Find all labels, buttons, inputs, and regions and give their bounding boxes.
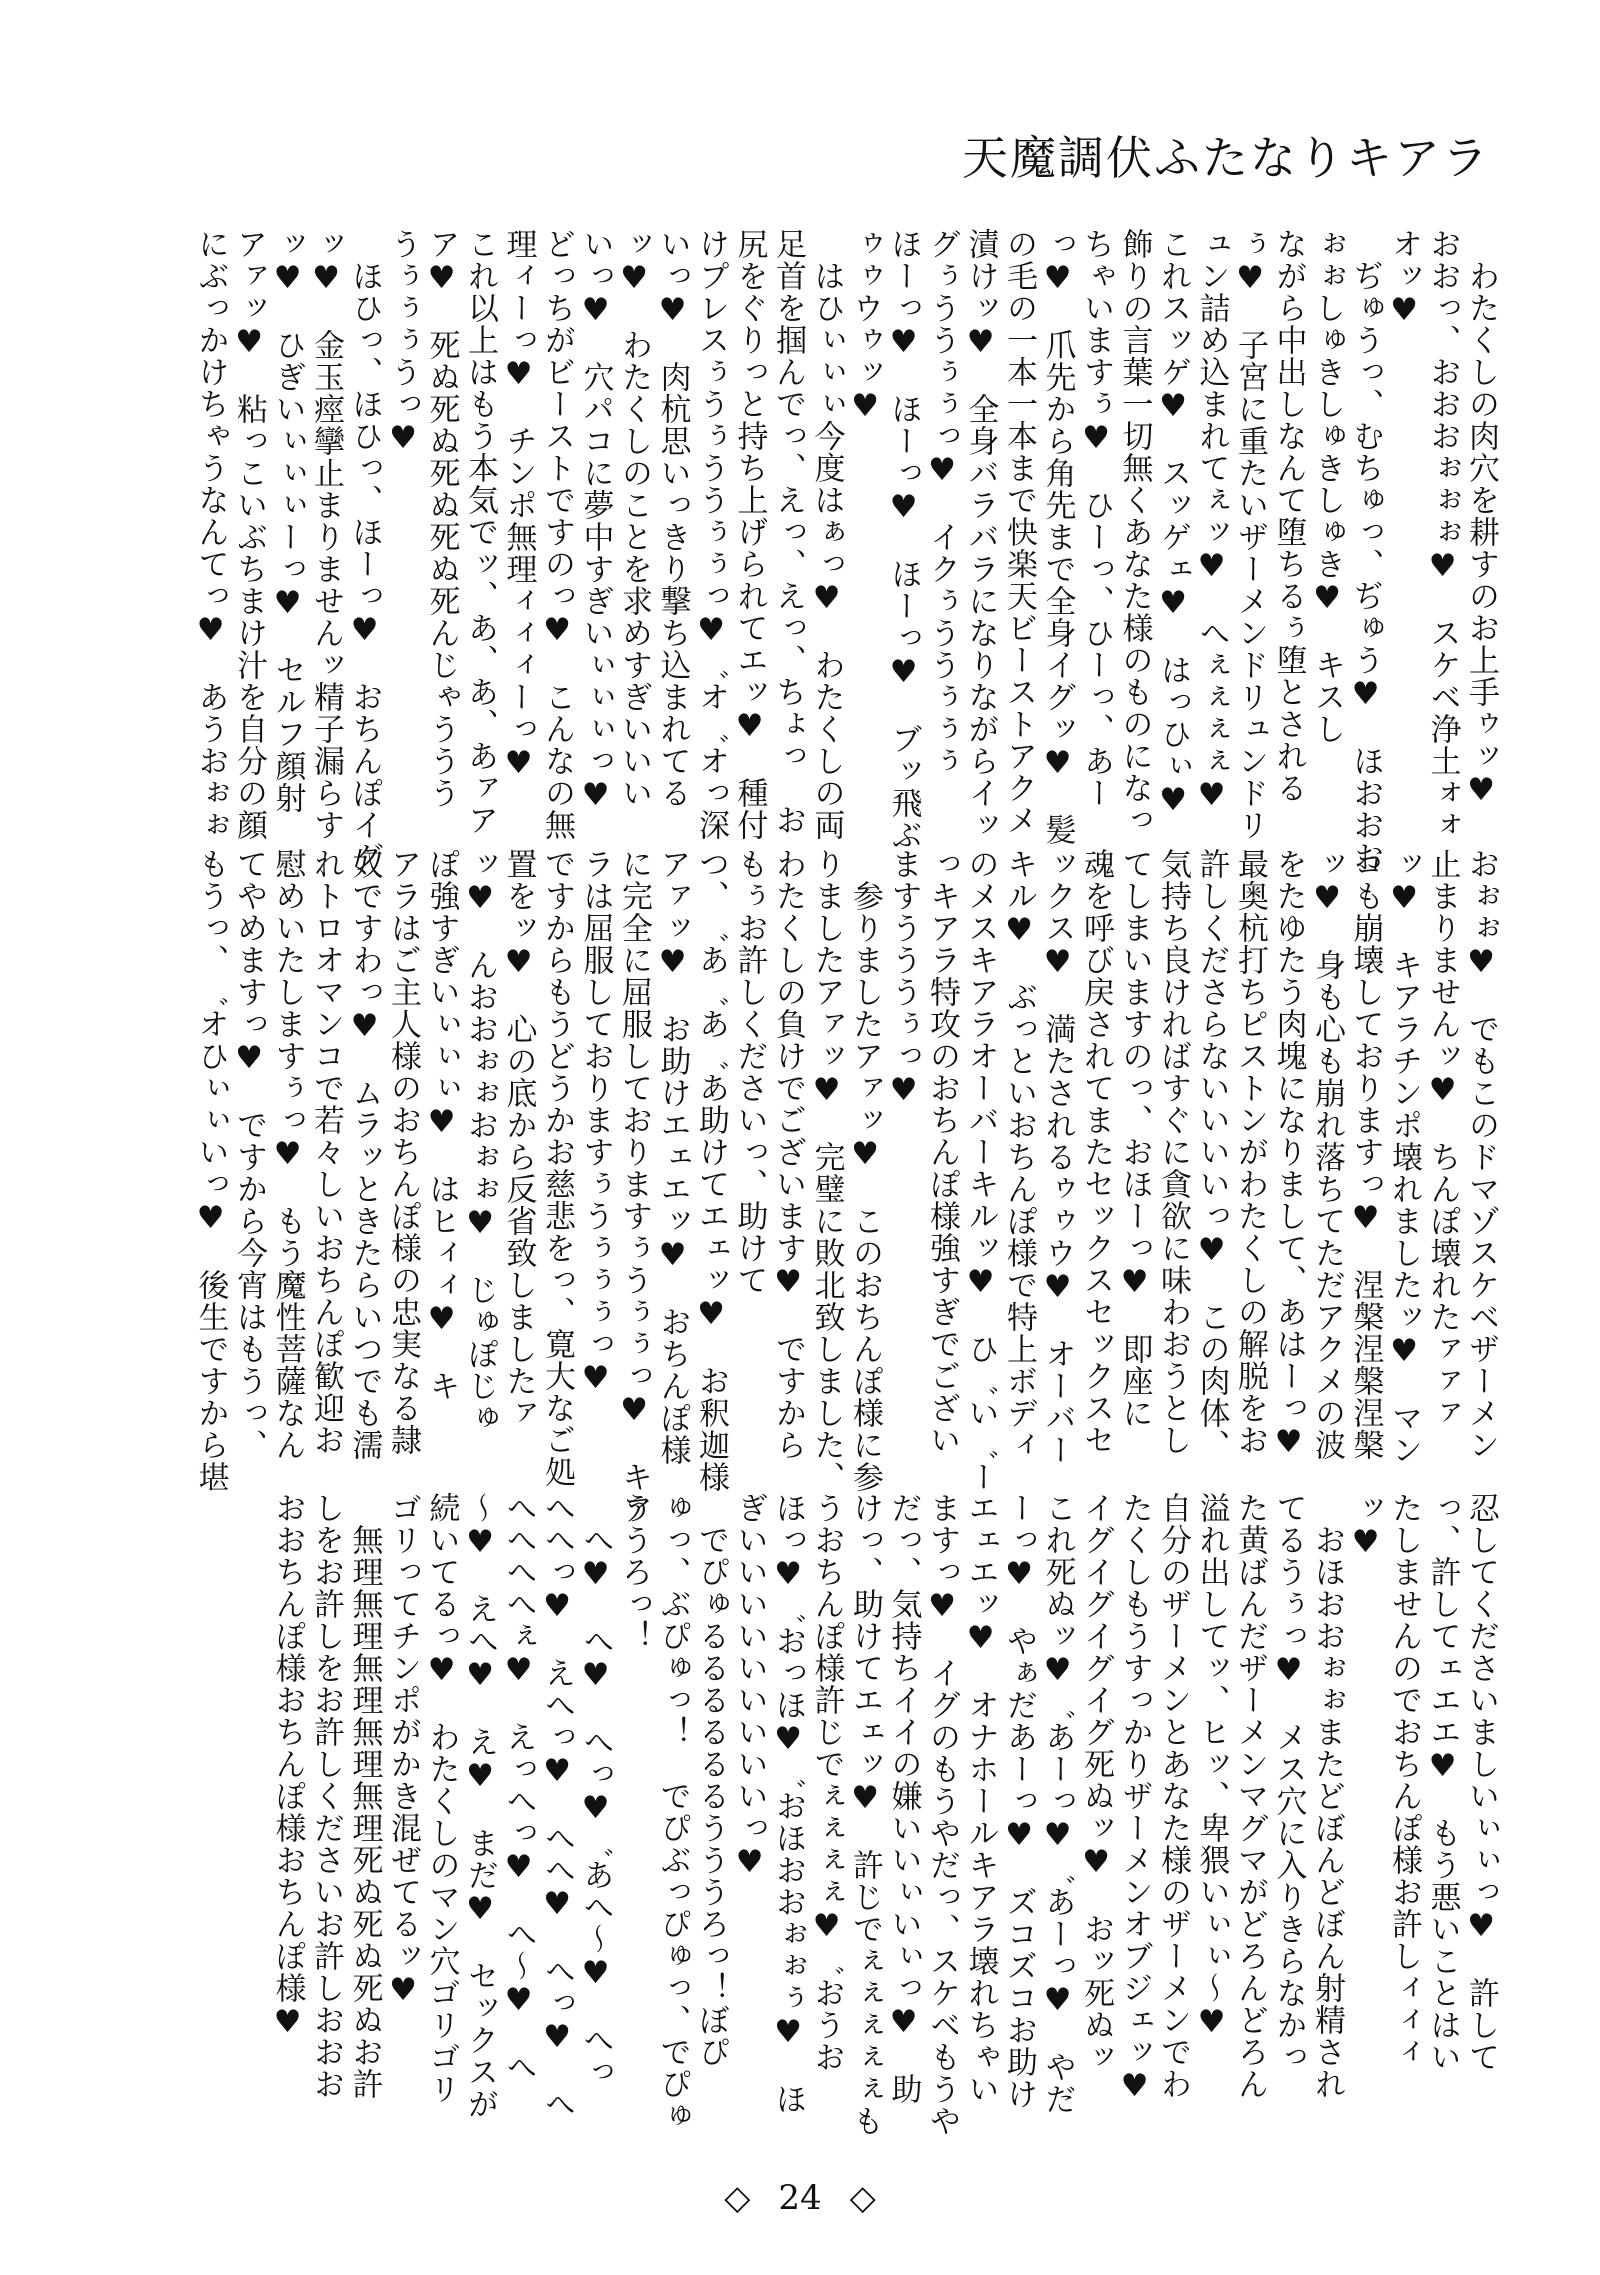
text-column: 許しくださらないいいいっ♥ この肉体、 xyxy=(1193,848,1230,1461)
text-column: 奴ですわっ♥ ムラッときたらいつでも濡 xyxy=(346,848,383,1461)
text-column: 止まりませんッ♥ ちんぽ壊れたァァァ xyxy=(1424,848,1461,1429)
text-column: ぢゅうっ、むちゅっ、ぢゅう♥ ほおおお xyxy=(1347,228,1384,873)
text-column: ックス♥ 満たされるゥゥウ♥ オーバー xyxy=(1039,848,1076,1466)
text-column: 漬けッ♥ 全身バラバラになりながらイッ xyxy=(962,228,999,841)
text-column: わたくしの負けでございます♥ ですから xyxy=(770,848,806,1461)
text-column: どっちがビーストですのっ♥ こんなの無 xyxy=(539,228,575,841)
text-column: 尻をぐりっと持ち上げられてエッ♥ 種付 xyxy=(731,228,768,841)
diamond-icon: ◇ xyxy=(724,2178,751,2218)
text-column: いっ♥ 穴パコに夢中すぎいぃぃぃっ♥ xyxy=(577,228,614,814)
text-column: ほっ♥゛おっほ♥゛おほおおぉぉぅ♥ ほ xyxy=(770,1492,806,2115)
text-column: ぽ強すぎいぃぃぃ♥ はヒィィ♥ キ xyxy=(423,848,460,1402)
page-number-text: 24 xyxy=(778,2178,822,2218)
diamond-icon: ◇ xyxy=(849,2178,876,2218)
text-column: だっ、気持ちイイの嫌いいぃいぃっ♥ 助 xyxy=(885,1492,922,2105)
text-column: ュン詰め込まれてぇッ♥ へぇぇぇぇ♥ xyxy=(1193,228,1230,814)
text-column: ッ♥ xyxy=(1347,1492,1384,1561)
text-column: ううろっ！ xyxy=(616,1492,652,1652)
text-column: しをお許しをお許しくださいお許しおおお xyxy=(308,1492,344,2100)
text-column: 魂を呼び戻されてまたセックスセックスセ xyxy=(1078,848,1114,1456)
text-column: ッ♥ 身も心も崩れ落ちてただアクメの波 xyxy=(1309,848,1345,1461)
text-column: わたくしの肉穴を耕すのお上手ゥッ♥ xyxy=(1463,228,1499,809)
paragraph xyxy=(615,1492,731,2132)
text-column: うおちんぽ様許じでぇぇぇぇ♥゛おうお xyxy=(808,1492,845,2073)
text-column: コも崩壊しておりますっ♥ 涅槃涅槃涅槃 xyxy=(1347,848,1384,1461)
text-column: へ♥ へ♥ へっ♥゛あへ〜♥ へっ xyxy=(577,1492,614,2088)
text-column: てるうぅっ♥ メス穴に入りきらなかっ xyxy=(1270,1492,1307,2073)
text-column: りましたアァッ♥ 完璧に敗北致しました、 xyxy=(808,848,845,1493)
text-column: ーっ♥ やぁだあーっ♥ ズコズコお助け xyxy=(1001,1492,1037,2110)
text-block-3 xyxy=(130,1492,1500,2137)
text-column: これ以上はもう本気でッ、あ、あ、あァア xyxy=(462,228,498,836)
text-block-2 xyxy=(130,848,1500,1525)
text-column: ぎいいいいいいいいいっ♥ xyxy=(731,1492,768,1881)
text-column: ますっ♥ イグのもうやだっ、スケベもうや xyxy=(924,1492,960,2137)
text-column: もぅお許しくださいっ、助けて xyxy=(731,848,768,1296)
text-column: ゥゥウゥッ♥ xyxy=(847,228,883,425)
text-column: 理ィーっ♥ チンポ無理ィィィーっ♥ xyxy=(500,228,537,782)
text-column: 飾りの言葉一切無くあなた様のものになっ xyxy=(1116,228,1153,836)
text-column: グぅううぅぅっ♥ イクぅううぅぅぅ xyxy=(924,228,960,777)
paragraph xyxy=(1385,228,1501,841)
text-column: をたゆたう肉塊になりまして、あはーっ♥ xyxy=(1270,848,1307,1461)
paragraph xyxy=(884,848,1500,1493)
text-column: 気持ち良ければすぐに貪欲に味わおうとし xyxy=(1155,848,1191,1456)
text-column: にぶっかけちゃうなんてっ♥ あうおぉぉ xyxy=(192,228,229,841)
text-column: 無理無理無理無理無理死ぬ死ぬ死ぬお許 xyxy=(346,1492,383,2100)
paragraph xyxy=(1346,1492,1500,2092)
page-title: 天魔調伏ふたなりキアラ xyxy=(962,131,1490,185)
text-column: ちゃいますぅ♥ ひーっ、ひーっ、あー xyxy=(1078,228,1114,809)
text-column: 〜♥ えへ♥ え♥ まだ♥ セックスが xyxy=(462,1492,498,2120)
text-column: ッ♥ んおおぉぉおぉぉ♥ じゅぽじゅ xyxy=(462,848,498,1434)
text-column: けプレスぅうぅううぅぅっ♥゛オ゛オっ深 xyxy=(693,228,729,841)
text-column: イグイグイグイグ死ぬッ♥ おッ死ぬッ xyxy=(1078,1492,1114,2073)
text-column: ッ♥ 金玉痙攣止まりませんッ精子漏らす xyxy=(308,228,344,841)
text-column: これスッゲ♥ スッゲェ♥ はっひぃ♥ xyxy=(1155,228,1191,819)
text-column: 慰めいたしますぅっ♥ もう魔性菩薩なん xyxy=(269,848,306,1461)
text-column: おぉぉ♥ でもこのドマゾスケベザーメン xyxy=(1463,848,1499,1461)
text-column: ほーっ♥ ほーっ♥ ほーっ♥ ブッ飛ぶ xyxy=(885,228,922,851)
text-column: ですからもうどうかお慈悲をっ、寛大なご処 xyxy=(539,848,575,1488)
text-column: たしませんのでおちんぽ様お許しィィィ xyxy=(1386,1492,1422,2068)
text-column: おおちんぽ様おちんぽ様おちんぽ様♥ xyxy=(269,1492,306,2041)
paragraph xyxy=(268,1492,615,2120)
text-column: た黄ばんだザーメンマグマがどろんどろん xyxy=(1232,1492,1268,2100)
text-column: ッ♥ ひぎいぃぃぃーっ♥ セルフ顔射 xyxy=(269,228,306,814)
text-column: ゴリってチンポがかき混ぜてるッ♥ xyxy=(385,1492,421,2009)
text-column: の毛の一本一本まで快楽天ビーストアクメ xyxy=(1001,228,1037,836)
text-column: もうっ、゛オひぃぃいっ♥ 後生ですから堪 xyxy=(192,848,229,1493)
text-column: これ死ぬッ♥゛あーっ♥゛あーっ♥ やだ xyxy=(1039,1492,1076,2115)
text-column: ぅ♥ 子宮に重たいザーメンドリュンドリ xyxy=(1232,228,1268,841)
text-column: つ、゛あ゛あ゛あ助けてエェッ♥ お釈迦様 xyxy=(693,848,729,1493)
text-column: 続いてるっ♥ わたくしのマン穴ゴリゴリ xyxy=(423,1492,460,2105)
text-column: アァッ♥ 粘っこいぶちまけ汁を自分の顔 xyxy=(231,228,267,841)
text-block-1 xyxy=(130,228,1500,873)
text-column: のメスキアラオーバーキルッ♥ ひ゛い゛ー xyxy=(962,848,999,1493)
text-column: てやめますっ♥ ですから今宵はもうっ、 xyxy=(231,848,267,1461)
page-number xyxy=(0,2178,1600,2218)
text-column: へへっ♥ えへっ♥ へへ♥ へっ♥ へ xyxy=(539,1492,575,2120)
text-column: 忍してくださいましいぃぃっ♥ 許して xyxy=(1463,1492,1499,2073)
text-column: ほひっ、ほひっ、ほーっ♥ おちんぽイグ xyxy=(346,228,383,873)
text-column: 足首を掴んでっ、えっ、えっ、ちょっ お xyxy=(770,228,806,836)
text-column: ますうううぅっ♥ xyxy=(885,848,922,1109)
text-column: ア♥ 死ぬ死ぬ死ぬ死ぬ死んじゃううう xyxy=(423,228,460,809)
paragraph xyxy=(191,228,384,873)
paragraph xyxy=(730,1492,1346,2137)
text-column: てしまいますのっ、おほーっ♥ 即座に xyxy=(1116,848,1153,1429)
text-column: ゅっ、ぶぴゅっ！ でぴぶっぴゅっ、でぴゅ xyxy=(654,1492,691,2132)
text-column: エェエッ♥ オナホールキアラ壊れちゃい xyxy=(962,1492,999,2105)
text-column: へへへへぇ♥ えっへっ♥ へ〜♥ へ xyxy=(500,1492,537,2083)
text-column: 最奥杭打ちピストンがわたくしの解脱をお xyxy=(1232,848,1268,1456)
text-column: っ♥ 爪先から角先まで全身イグッ♥ 髪 xyxy=(1039,228,1076,846)
text-column: ッ♥ キアラチンポ壊れましたッ♥ マン xyxy=(1386,848,1422,1466)
paragraph xyxy=(846,228,1385,873)
text-column: っ、許してェエエ♥ もう悪いことはい xyxy=(1424,1492,1461,2073)
text-column: ながら中出しなんて堕ちるぅ堕とされる xyxy=(1270,228,1307,804)
text-column: 参りましたアァッ♥ このおちんぽ様に参 xyxy=(847,848,883,1493)
text-column: 置をッ♥ 心の底から反省致しましたァ xyxy=(500,848,537,1429)
paragraph xyxy=(384,228,846,841)
text-column: アァッ♥ お助けエェエッ♥ おちんぽ様 xyxy=(654,848,691,1466)
text-column: 溢れ出してッ、ヒッ、卑猥いぃぃ〜♥ xyxy=(1193,1492,1230,2041)
text-column: おほおおぉぉまたどぼんどぼん射精され xyxy=(1309,1492,1345,2100)
text-column: ラは屈服しておりますぅうぅぅぅっ♥ xyxy=(577,848,614,1397)
text-column: に完全に屈服しておりますぅうぅぅっ♥ キア xyxy=(616,848,652,1525)
text-column: ッ♥ わたくしのことを求めすぎいいい xyxy=(616,228,652,809)
text-column: うぅぅぅうっ♥ xyxy=(385,228,421,457)
text-column: オッ♥ xyxy=(1386,228,1422,329)
text-column: キル♥ ぶっといおちんぽ様で特上ボディ xyxy=(1001,848,1037,1461)
text-column: アラはご主人様のおちんぽ様の忠実なる隷 xyxy=(385,848,421,1456)
paragraph xyxy=(191,848,884,1525)
text-column: いっ♥ 肉杭思いっきり撃ち込まれてる xyxy=(654,228,691,809)
text-column: はひぃぃぃ今度はぁっ♥ わたくしの両 xyxy=(808,228,845,841)
text-column: おおっ、おおおぉぉぉ♥ スケベ浄土ォォ xyxy=(1424,228,1461,841)
text-column: でぴゅるるるるるるうううろっ！ぼぴ xyxy=(693,1492,729,2068)
text-column: っキアラ特攻のおちんぽ様強すぎでござい xyxy=(924,848,960,1456)
text-column: れトロオマンコで若々しいおちんぽ歓迎お xyxy=(308,848,344,1456)
text-column: たくしもうすっかりザーメンオブジェッ♥ xyxy=(1116,1492,1153,2105)
text-column: 自分のザーメンとあなた様のザーメンでわ xyxy=(1155,1492,1191,2100)
text-column: けっ、助けてエェッ♥ 許じでぇぇぇぇぇも xyxy=(847,1492,883,2137)
text-column: ぉぉしゅきしゅきしゅき♥ キスし xyxy=(1309,228,1345,745)
